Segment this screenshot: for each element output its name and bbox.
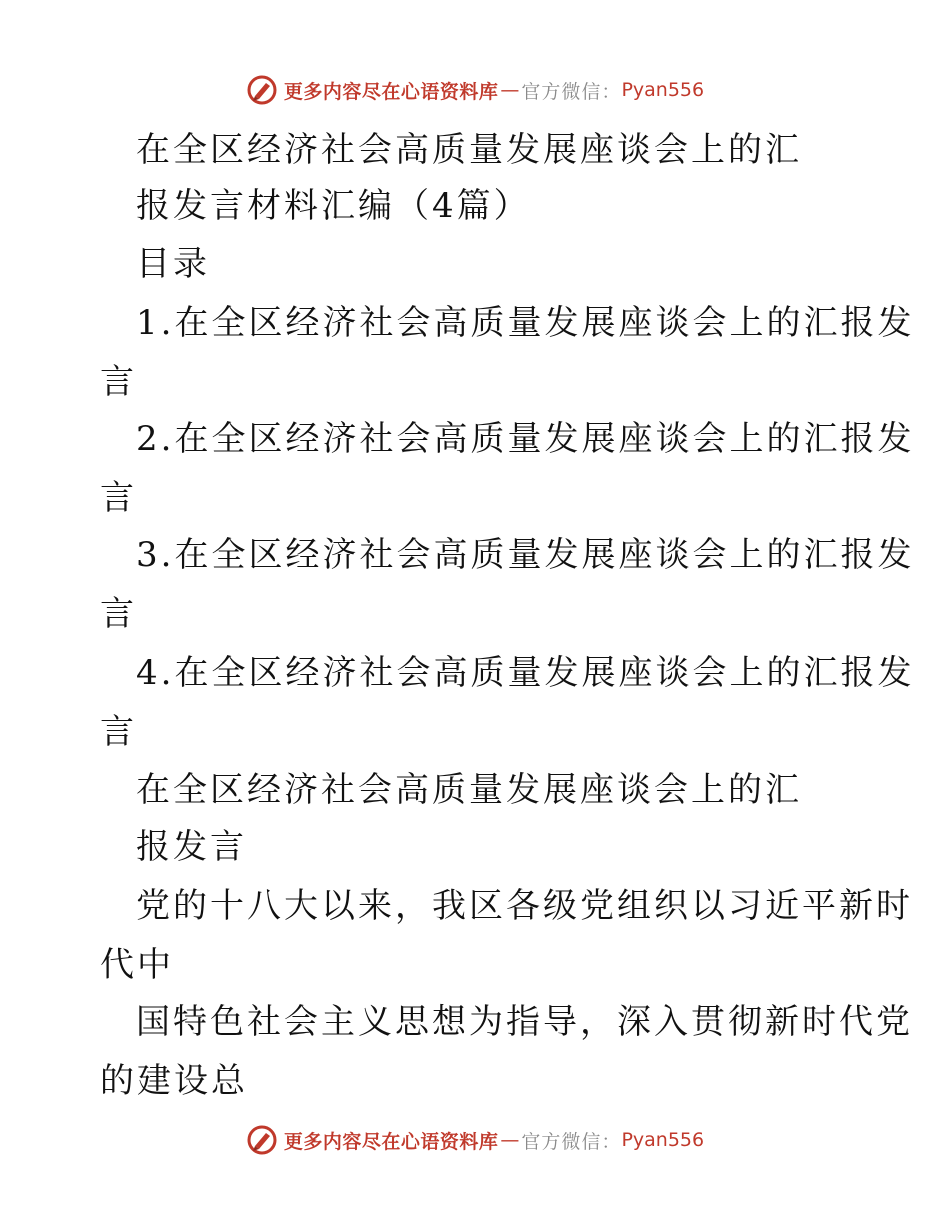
- section-title-line-2: 报发言: [136, 827, 247, 867]
- section-title-line-1: 在全区经济社会高质量发展座谈会上的汇: [136, 770, 802, 810]
- body-paragraph-1-continuation: 代中: [100, 945, 174, 985]
- toc-item-2-continuation: 言: [100, 478, 137, 518]
- toc-item-4-continuation: 言: [100, 712, 137, 752]
- body-paragraph-2: 国特色社会主义思想为指导，深入贯彻新时代党: [136, 1002, 913, 1042]
- watermark-banner-bottom: [0, 1122, 950, 1158]
- watermark-main-text: 更多内容尽在心语资料库: [283, 1130, 499, 1153]
- body-paragraph-2-continuation: 的建设总: [100, 1061, 248, 1101]
- toc-item-2: 2.在全区经济社会高质量发展座谈会上的汇报发: [136, 419, 915, 459]
- toc-item-3: 3.在全区经济社会高质量发展座谈会上的汇报发: [136, 535, 915, 575]
- watermark-dash: —: [500, 79, 520, 101]
- toc-item-1: 1.在全区经济社会高质量发展座谈会上的汇报发: [136, 303, 915, 343]
- toc-item-1-continuation: 言: [100, 362, 137, 402]
- pen-seal-icon: [246, 1124, 278, 1156]
- document-title-line-1: 在全区经济社会高质量发展座谈会上的汇: [136, 130, 802, 170]
- watermark-banner-top: [0, 72, 950, 108]
- watermark-dash: —: [500, 1129, 520, 1151]
- watermark-main-text: 更多内容尽在心语资料库: [283, 80, 499, 103]
- watermark-wechat-label: 官方微信：: [521, 1130, 622, 1153]
- document-title-line-2: 报发言材料汇编（4篇）: [136, 186, 531, 226]
- watermark-wechat-id: Pyan556: [621, 1129, 705, 1151]
- body-paragraph-1: 党的十八大以来，我区各级党组织以习近平新时: [136, 886, 913, 926]
- toc-heading: 目录: [136, 244, 210, 284]
- toc-item-3-continuation: 言: [100, 594, 137, 634]
- watermark-wechat-label: 官方微信：: [521, 80, 622, 103]
- pen-seal-icon: [246, 74, 278, 106]
- toc-item-4: 4.在全区经济社会高质量发展座谈会上的汇报发: [136, 653, 915, 693]
- watermark-wechat-id: Pyan556: [621, 79, 705, 101]
